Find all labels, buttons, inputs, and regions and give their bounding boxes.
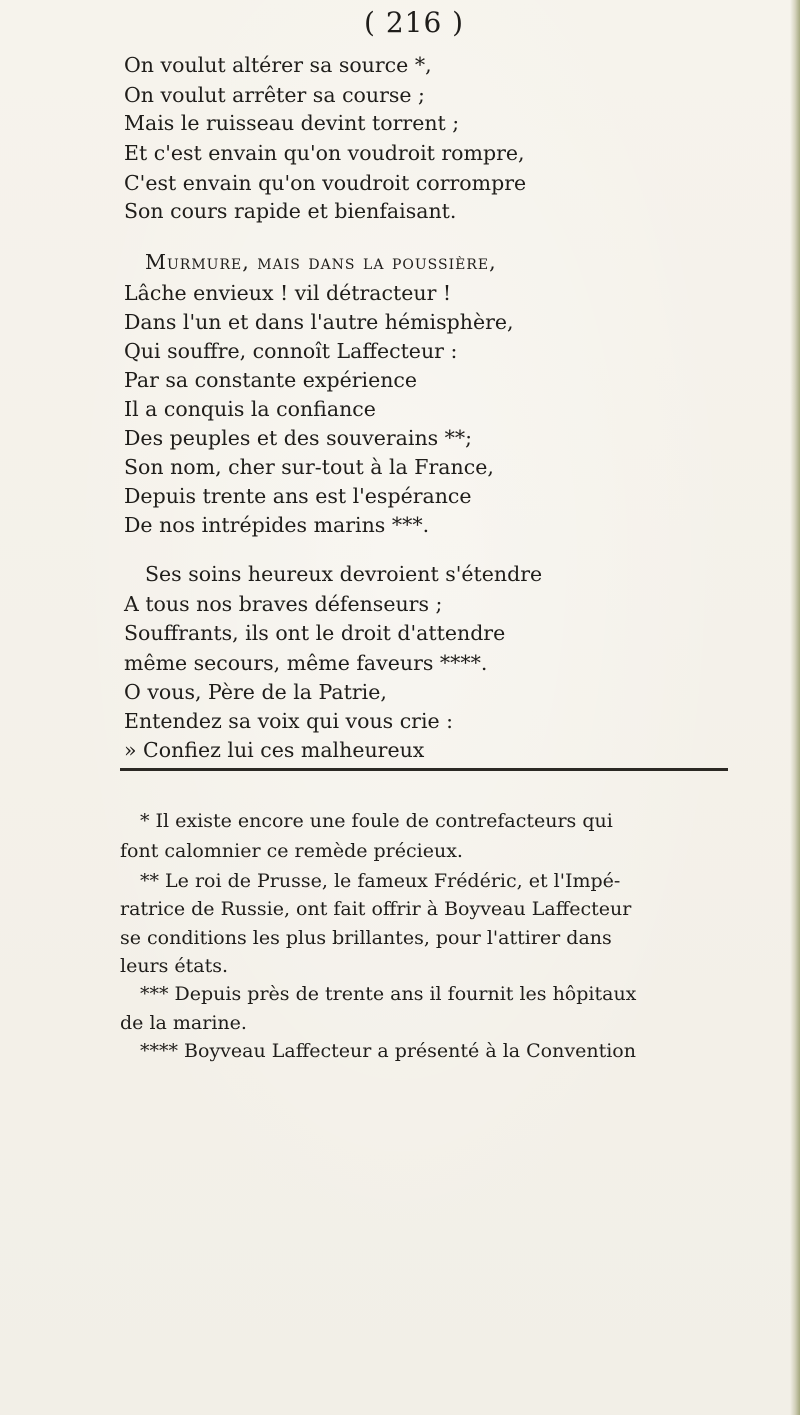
verse-line: On voulut altérer sa source *, xyxy=(124,53,432,77)
verse-line: Depuis trente ans est l'espérance xyxy=(124,484,472,508)
verse-line: Et c'est envain qu'on voudroit rompre, xyxy=(124,141,525,165)
footnote-line: * Il existe encore une foule de contrefacteurs qui xyxy=(140,810,613,832)
footnote-line: font calomnier ce remède précieux. xyxy=(120,840,463,862)
verse-line: O vous, Père de la Patrie, xyxy=(124,680,387,704)
verse-line: C'est envain qu'on voudroit corrompre xyxy=(124,171,527,195)
verse-line: Son cours rapide et bienfaisant. xyxy=(124,199,457,223)
verse-line: Entendez sa voix qui vous crie : xyxy=(124,709,454,733)
verse-line: De nos intrépides marins ***. xyxy=(124,513,430,537)
verse-line: Ses soins heureux devroient s'étendre xyxy=(145,562,543,586)
footnote-line: **** Boyveau Laffecteur a présenté à la Convention xyxy=(140,1040,636,1062)
footnote-line: se conditions les plus brillantes, pour l'attirer dans xyxy=(120,927,612,949)
verse-line: Dans l'un et dans l'autre hémisphère, xyxy=(124,310,514,334)
verse-line: On voulut arrêter sa course ; xyxy=(124,83,425,107)
page-edge xyxy=(790,0,800,1415)
verse-line: Murmure, mais dans la poussière, xyxy=(145,250,497,274)
verse-line: Souffrants, ils ont le droit d'attendre xyxy=(124,621,506,645)
verse-line: même secours, même faveurs ****. xyxy=(124,651,488,675)
footnote-line: *** Depuis près de trente ans il fournit les hôpitaux xyxy=(140,983,637,1005)
verse-line: Des peuples et des souverains **; xyxy=(124,426,473,450)
footnote-separator xyxy=(120,768,728,771)
footnote-line: ** Le roi de Prusse, le fameux Frédéric, et l'Impé- xyxy=(140,870,621,892)
verse-line: Il a conquis la confiance xyxy=(124,397,376,421)
verse-line: Lâche envieux ! vil détracteur ! xyxy=(124,281,452,305)
footnote-line: ratrice de Russie, ont fait offrir à Boyveau Laffecteur xyxy=(120,898,632,920)
footnote-line: de la marine. xyxy=(120,1012,247,1034)
footnote-line: leurs états. xyxy=(120,955,229,977)
verse-line: Mais le ruisseau devint torrent ; xyxy=(124,111,460,135)
page-number: ( 216 ) xyxy=(364,6,465,39)
verse-line: » Confiez lui ces malheureux xyxy=(124,738,425,762)
verse-line: A tous nos braves défenseurs ; xyxy=(124,592,443,616)
verse-line: Qui souffre, connoît Laffecteur : xyxy=(124,339,458,363)
verse-line: Son nom, cher sur-tout à la France, xyxy=(124,455,494,479)
verse-line: Par sa constante expérience xyxy=(124,368,418,392)
